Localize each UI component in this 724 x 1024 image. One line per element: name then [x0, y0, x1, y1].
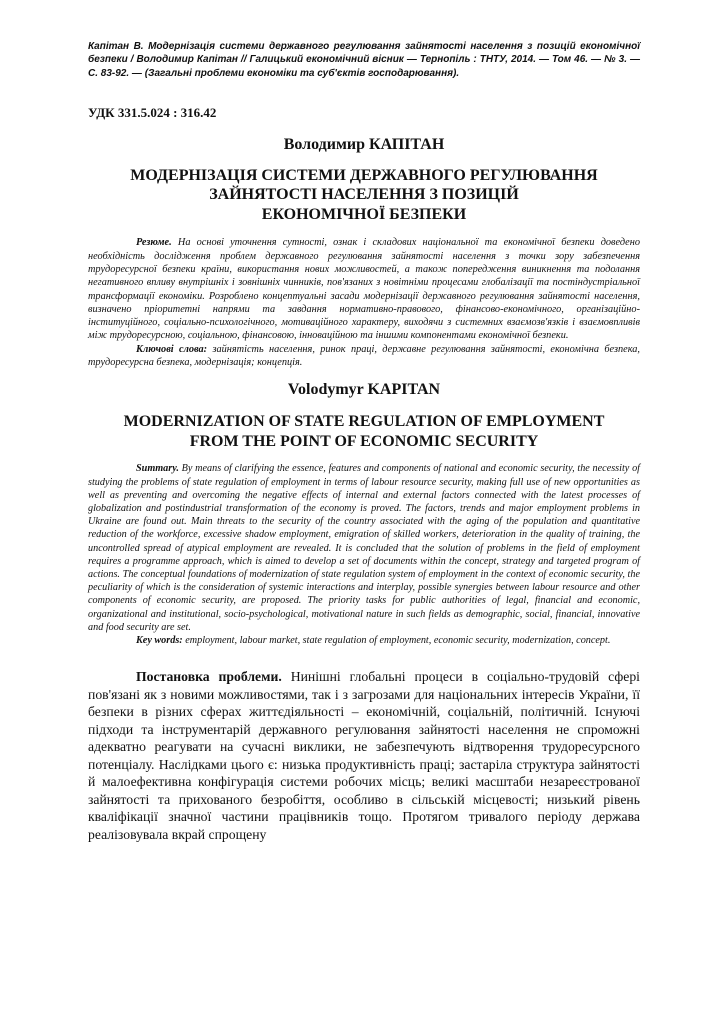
author-en: Volodymyr KAPITAN [287, 381, 441, 399]
title-en [88, 412, 640, 451]
title-en-line: FROM THE POINT OF ECONOMIC SECURITY [189, 432, 539, 450]
abstract-en-label: Summary. [136, 463, 179, 475]
abstract-ua-label: Резюме. [136, 237, 172, 249]
abstract-en-text: By means of clarifying the essence, features and components of national and economic security, the necessity of studying the problems of state regulation of employment in terms of labour resource security, making full use of new opportunities as well as preventing and overcoming the negative effects of internal and external factors connected with the latest processes of globalization and postindustrial transformation of the economy is proved. The factors, trends and major employment problems in Ukraine are found out. Main threats to the security of the country associated with the aging of the population and quantitative reduction of the workforce, excessive shadow employment, emigration of skilled workers, deterioration in the quality of training, the uncontrolled spread of atypical employment are revealed. It is concluded that the solution of problems in the field of employment requires a programme approach, which is aimed to develop a set of documents within the concept, strategy and targeted program of actions. The conceptual foundations of modernization of state regulation system of employment in the context of economic security, the peculiarity of which is the consideration of systemic interactions and interplay, possible synergies between labour resource and other components of economic security, are proposed. The priority tasks for public authorities of legal, financial and economic, organizational and institutional, socio-psychological, motivational nature in such fields as demographic, social, financial, innovative and food security are set. [88, 463, 640, 633]
udk-code: УДК 331.5.024 : 316.42 [88, 104, 217, 120]
abstract-en [88, 462, 640, 634]
title-ua-line: МОДЕРНІЗАЦІЯ СИСТЕМИ ДЕРЖАВНОГО РЕГУЛЮВАННЯ [130, 166, 598, 184]
keywords-en-text: employment, labour market, state regulation of employment, economic security, modernization, concept. [182, 635, 611, 646]
title-ua-line: ЗАЙНЯТОСТІ НАСЕЛЕННЯ З ПОЗИЦІЙ [209, 186, 519, 204]
keywords-en [88, 634, 640, 647]
keywords-ua [88, 343, 640, 370]
title-en-line: MODERNIZATION OF STATE REGULATION OF EMPLOYMENT [123, 413, 605, 431]
keywords-en-label: Key words: [136, 635, 183, 646]
keywords-ua-label: Ключові слова: [136, 343, 208, 355]
keywords-ua-text: зайнятість населення, ринок праці, державне регулювання зайнятості, економічна безпека, трудоресурсна безпека, модернізація; концепція. [88, 343, 640, 369]
section-lead: Постановка проблеми. [136, 669, 282, 685]
body-text: Нинішні глобальні процеси в соціально-трудовій сфері пов'язані як з новими можливостями, так і з загрозами для національних інтересів України, її безпеки в різних сферах життєдіяльності – економічній, соціальній, політичній. Існуючі підходи та інструментарій державного регулювання зайнятості населення не спроможні адекватно реагувати на сучасні виклики, не забезпечують відтворення трудоресурсного потенціалу. Наслідками цього є: низька продуктивність праці; застаріла структура зайнятості й малоефективна конфігурація системи робочих місць; великі масштаби незареєстрованої зайнятості та прихованого безробіття, особливо в сільській місцевості; низький рівень кваліфікації значної частини працівників тощо. Протягом тривалого періоду держава реалізовувала вкрай спрощену [88, 669, 640, 842]
author-ua: Володимир КАПІТАН [283, 135, 445, 153]
title-ua [88, 166, 640, 225]
abstract-ua [88, 236, 640, 342]
citation: Капітан В. Модернізація системи державного регулювання зайнятості населення з позицій економічної безпеки / Володимир Капітан // Галицький економічний вісник — Тернопіль : ТНТУ, 2014. — Том 46. — № 3. — С. 83-92. — (Загальні проблеми економіки та суб'єктів господарювання). [88, 41, 640, 79]
title-ua-line: ЕКОНОМІЧНОЇ БЕЗПЕКИ [261, 205, 467, 223]
abstract-ua-text: На основі уточнення сутності, ознак і складових національної та економічної безпеки доведено необхідність дослідження проблем державного регулювання зайнятості населення з точки зору забезпечення трудоресурсної безпеки країни, використання нових можливостей, а також попередження виникнення та подолання негативного впливу внутрішніх і зовнішніх чинників, пов'язаних з новітніми процесами глобалізації та постіндустріальної трансформації економіки. Розроблено концептуальні засади модернізації державного регулювання зайнятості населення, визначено пріоритетні напрями та завдання нормативно-правового, фінансово-економічного, організаційно-інституційного, соціально-психологічного, мотиваційного характеру, виходячи з системних взаємозв'язків і взаємовпливів між трудоресурсною, соціальною, фінансовою, інноваційною та іншими компонентами економічної безпеки. [88, 237, 640, 342]
article-page [88, 40, 640, 843]
body-paragraph [88, 668, 640, 843]
